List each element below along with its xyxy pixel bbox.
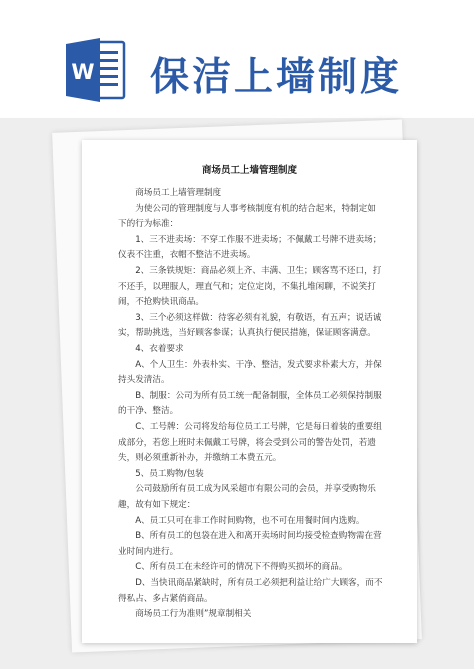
document-line: 得私占、多占紧俏商品。	[118, 593, 213, 604]
document-line: A、员工只可在非工作时间购物，也不可在用餐时间内选购。	[118, 515, 365, 526]
document-line: 趣，故有如下规定：	[118, 500, 196, 510]
word-document-icon	[66, 36, 126, 104]
document-line: B、制服：公司为所有员工统一配备制服，全体员工必须保持制服	[118, 390, 382, 401]
document-line: 失，则必须重新补办，并缴纳工本费五元。	[118, 453, 282, 464]
document-line: 的干净、整洁。	[118, 406, 179, 417]
document-line: 不还手，以理服人，理直气和；定位定岗，不集扎堆闲聊，不说笑打	[118, 281, 376, 292]
document-line: 成部分，若您上班时未佩戴工号牌，将会受到公司的警告处罚，若遗	[118, 437, 376, 448]
document-line: 公司鼓励所有员工成为风采超市有限公司的会员，并享受购物乐	[118, 484, 376, 495]
document-line: C、工号牌：公司将发给每位员工工号牌，它是每日着装的重要组	[118, 422, 382, 432]
document-line: D、当快讯商品紧缺时，所有员工必须把利益让给广大顾客，而不	[118, 578, 383, 588]
document-line: 业时间内进行。	[118, 546, 179, 557]
document-line: 3、三个必须这样做：待客必须有礼貌，有敬语，有五声；说话诚	[118, 312, 382, 323]
document-line: A、个人卫生：外表朴实、干净、整洁，发式要求朴素大方，并保	[118, 359, 382, 370]
document-line: 闹，不抢购快讯商品。	[118, 297, 204, 308]
page-header	[0, 0, 474, 118]
document-page	[82, 140, 417, 643]
document-line: 为使公司的管理制度与人事考核制度有机的结合起来，特制定如	[118, 203, 376, 214]
document-line: 商场员工行为准则”规章制相关	[118, 609, 252, 620]
document-line: 商场员工上墙管理制度	[118, 188, 222, 198]
document-line: 仪表不注重，衣帽不整洁不进卖场。	[118, 250, 256, 261]
document-line: 下的行为标准：	[118, 219, 179, 230]
document-title: 商场员工上墙管理制度	[201, 165, 297, 176]
document-line: 持头发清洁。	[118, 375, 170, 386]
document-line: 5、员工购物/包装	[118, 468, 204, 479]
document-line: C、所有员工在未经许可的情况下不得购买损坏的商品。	[118, 562, 348, 573]
page-title: 保洁上墙制度	[150, 55, 403, 100]
document-line: B、所有员工的包袋在进入和离开卖场时间均接受检查购物需在营	[118, 531, 382, 542]
logo-letter: W	[71, 60, 95, 84]
document-line: 4、衣着要求	[118, 344, 184, 354]
document-line: 实，帮助挑选，当好顾客参谋；认真执行便民措施，保证顾客满意。	[118, 328, 376, 339]
document-line: 2、三条铁规矩：商品必须上齐、丰满、卫生；顾客骂不还口，打	[118, 266, 382, 276]
document-line: 1、三不进卖场：不穿工作服不进卖场；不佩戴工号牌不进卖场；	[118, 234, 382, 245]
